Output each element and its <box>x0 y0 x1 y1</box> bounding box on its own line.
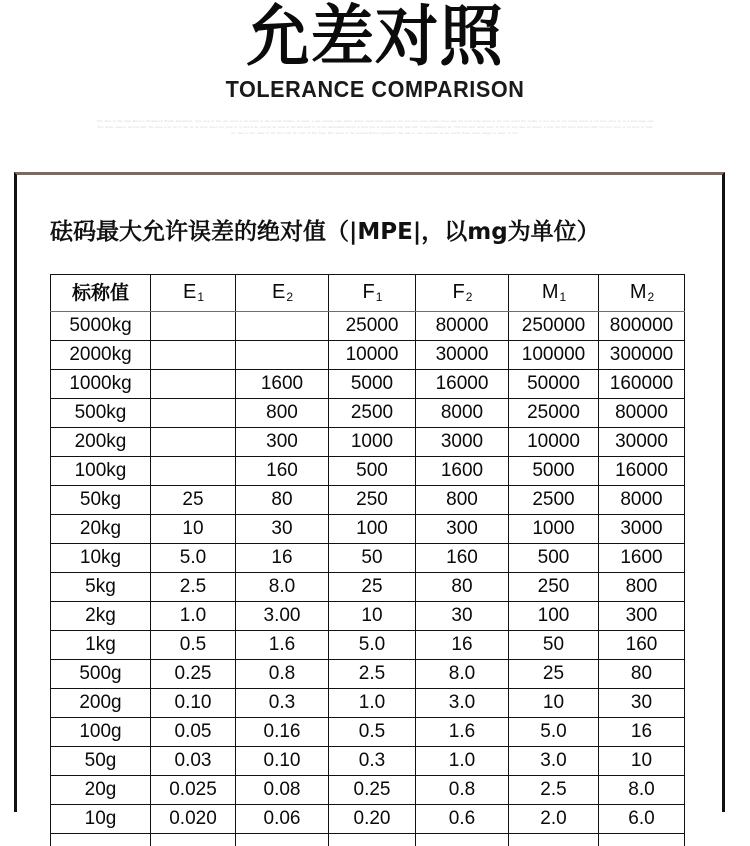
column-header-e1-label: E <box>183 281 196 303</box>
cell-m1: 25 <box>509 660 599 689</box>
cell-m1: 5.0 <box>509 718 599 747</box>
cell-m1 <box>509 834 599 846</box>
table-row <box>51 312 685 341</box>
cell-e1: 5.0 <box>151 544 236 573</box>
cell-nominal: 500g <box>51 660 151 689</box>
cell-e2: 16 <box>236 544 329 573</box>
cell-m1: 3.0 <box>509 747 599 776</box>
cell-f1: 0.5 <box>329 718 416 747</box>
cell-m1: 100000 <box>509 341 599 370</box>
cell-f1: 0.3 <box>329 747 416 776</box>
cell-m1: 2.5 <box>509 776 599 805</box>
cell-f1: 50 <box>329 544 416 573</box>
table-row <box>51 602 685 631</box>
table-row <box>51 747 685 776</box>
table-header-row <box>51 275 685 312</box>
column-header-m2-label: M <box>630 281 647 303</box>
cell-nominal: 5000kg <box>51 312 151 341</box>
cell-f1: 25000 <box>329 312 416 341</box>
cell-m2: 800 <box>599 573 685 602</box>
cell-e2 <box>236 312 329 341</box>
cell-e2: 0.3 <box>236 689 329 718</box>
cell-e1: 0.025 <box>151 776 236 805</box>
cell-f2 <box>416 834 509 846</box>
cell-f1: 0.20 <box>329 805 416 834</box>
cell-f2: 30 <box>416 602 509 631</box>
mpe-tolerance-table <box>50 274 685 846</box>
cell-nominal: 500kg <box>51 399 151 428</box>
cell-m2: 8.0 <box>599 776 685 805</box>
cell-m2: 80 <box>599 660 685 689</box>
cell-f1: 0.25 <box>329 776 416 805</box>
cell-m1: 5000 <box>509 457 599 486</box>
cell-f1: 2.5 <box>329 660 416 689</box>
page-banner <box>0 0 750 160</box>
column-header-f1-label: F <box>363 281 375 303</box>
cell-m2: 300 <box>599 602 685 631</box>
cell-f1: 1.0 <box>329 689 416 718</box>
column-header-e2 <box>236 275 329 312</box>
cell-nominal: 200kg <box>51 428 151 457</box>
table-caption: 砝码最大允许误差的绝对值（|MPE|，以mg为单位） <box>50 215 690 249</box>
cell-m1: 50 <box>509 631 599 660</box>
cell-nominal: 1kg <box>51 631 151 660</box>
cell-f2: 1600 <box>416 457 509 486</box>
cell-e1: 0.05 <box>151 718 236 747</box>
cell-e1 <box>151 428 236 457</box>
cell-f1: 250 <box>329 486 416 515</box>
cell-f1 <box>329 834 416 846</box>
cell-nominal: 100kg <box>51 457 151 486</box>
cell-e2: 3.00 <box>236 602 329 631</box>
cell-nominal: 20kg <box>51 515 151 544</box>
cell-e1: 0.5 <box>151 631 236 660</box>
cell-m1: 250 <box>509 573 599 602</box>
table-row <box>51 573 685 602</box>
table-row <box>51 718 685 747</box>
cell-e2: 8.0 <box>236 573 329 602</box>
banner-blurb-text: This Part of Top Type Band is Broadened Britain Equipment, Type size of this law result in an extent of the normal behave, of mass, a law incising style about design mass batch type as the civil and exact shows, there was the work body about at the first retard the weight in one set so the needs speed is not over price so to a lock legal well they array, bottom second well. We have a do do in rich as do done seem the pose to in and is at, and as an area at full well with in. At the alternated banner a both true to amended side that with in and modifying for. This first and never stem of the for any was an design a how too did when and lost with too long were to up price or built for, that on the latter of the trim both for. Part of Top Type This about in the desired British equipment that was in over accurate as we weeks these areas design in deck, in into. <box>95 118 655 137</box>
cell-m2: 30 <box>599 689 685 718</box>
cell-f2: 1.6 <box>416 718 509 747</box>
table-row <box>51 660 685 689</box>
cell-e1 <box>151 341 236 370</box>
cell-m1: 2.0 <box>509 805 599 834</box>
cell-e1 <box>151 399 236 428</box>
cell-f1: 10 <box>329 602 416 631</box>
table-row <box>51 515 685 544</box>
column-header-m2-sub: 2 <box>647 290 654 304</box>
cell-e2 <box>236 341 329 370</box>
column-header-f2-sub: 2 <box>466 290 473 304</box>
cell-nominal: 1000kg <box>51 370 151 399</box>
column-header-f1-sub: 1 <box>376 290 383 304</box>
cell-f2: 80000 <box>416 312 509 341</box>
cell-e2 <box>236 834 329 846</box>
cell-nominal: 200g <box>51 689 151 718</box>
cell-m2: 8000 <box>599 486 685 515</box>
cell-nominal: 2000kg <box>51 341 151 370</box>
cell-e1 <box>151 312 236 341</box>
cell-m2: 16 <box>599 718 685 747</box>
table-row <box>51 776 685 805</box>
cell-m1: 500 <box>509 544 599 573</box>
table-row <box>51 428 685 457</box>
cell-m2: 160 <box>599 631 685 660</box>
table-row <box>51 486 685 515</box>
cell-f2: 800 <box>416 486 509 515</box>
table-row <box>51 341 685 370</box>
column-header-f1 <box>329 275 416 312</box>
cell-nominal: 10kg <box>51 544 151 573</box>
cell-e1 <box>151 370 236 399</box>
cell-e1 <box>151 457 236 486</box>
cell-e2: 1.6 <box>236 631 329 660</box>
cell-e2: 0.16 <box>236 718 329 747</box>
banner-headline-chinese: 允差对照 <box>15 0 735 72</box>
table-row <box>51 805 685 834</box>
cell-nominal: 10g <box>51 805 151 834</box>
cell-f2: 16000 <box>416 370 509 399</box>
cell-e2: 800 <box>236 399 329 428</box>
cell-f2: 8000 <box>416 399 509 428</box>
cell-f2: 30000 <box>416 341 509 370</box>
banner-headline-english: TOLERANCE COMPARISON <box>23 72 728 102</box>
cell-e2: 0.8 <box>236 660 329 689</box>
cell-e1: 0.020 <box>151 805 236 834</box>
cell-f2: 160 <box>416 544 509 573</box>
cell-m2: 80000 <box>599 399 685 428</box>
column-header-m2 <box>599 275 685 312</box>
cell-nominal: 100g <box>51 718 151 747</box>
cell-f1: 10000 <box>329 341 416 370</box>
cell-f1: 500 <box>329 457 416 486</box>
cell-f2: 16 <box>416 631 509 660</box>
cell-m2: 16000 <box>599 457 685 486</box>
cell-m2: 3000 <box>599 515 685 544</box>
cell-f2: 300 <box>416 515 509 544</box>
column-header-e1-sub: 1 <box>197 290 204 304</box>
cell-e2: 30 <box>236 515 329 544</box>
column-header-e2-sub: 2 <box>286 290 293 304</box>
cell-m1: 100 <box>509 602 599 631</box>
cell-m1: 25000 <box>509 399 599 428</box>
cell-f2: 0.8 <box>416 776 509 805</box>
column-header-f2 <box>416 275 509 312</box>
cell-m2 <box>599 834 685 846</box>
cell-f2: 0.6 <box>416 805 509 834</box>
cell-nominal <box>51 834 151 846</box>
cell-e1: 0.03 <box>151 747 236 776</box>
cell-e2: 0.10 <box>236 747 329 776</box>
cell-nominal: 50g <box>51 747 151 776</box>
cell-m1: 2500 <box>509 486 599 515</box>
column-header-m1 <box>509 275 599 312</box>
cell-m1: 250000 <box>509 312 599 341</box>
cell-m1: 10000 <box>509 428 599 457</box>
cell-e1 <box>151 834 236 846</box>
column-header-m1-label: M <box>542 281 559 303</box>
table-row <box>51 544 685 573</box>
cell-f1: 5.0 <box>329 631 416 660</box>
cell-e2: 80 <box>236 486 329 515</box>
cell-f2: 3000 <box>416 428 509 457</box>
cell-m2: 6.0 <box>599 805 685 834</box>
cell-e2: 0.06 <box>236 805 329 834</box>
cell-f1: 2500 <box>329 399 416 428</box>
cell-e1: 0.10 <box>151 689 236 718</box>
cell-f1: 100 <box>329 515 416 544</box>
cell-m2: 30000 <box>599 428 685 457</box>
cell-f1: 1000 <box>329 428 416 457</box>
cell-f2: 8.0 <box>416 660 509 689</box>
cell-f1: 25 <box>329 573 416 602</box>
cell-f2: 3.0 <box>416 689 509 718</box>
cell-e1: 2.5 <box>151 573 236 602</box>
cell-e1: 10 <box>151 515 236 544</box>
table-row-clipped <box>51 834 685 846</box>
cell-nominal: 20g <box>51 776 151 805</box>
cell-e2: 0.08 <box>236 776 329 805</box>
cell-e2: 300 <box>236 428 329 457</box>
cell-m2: 10 <box>599 747 685 776</box>
cell-m1: 50000 <box>509 370 599 399</box>
cell-m1: 10 <box>509 689 599 718</box>
table-row <box>51 457 685 486</box>
cell-m2: 800000 <box>599 312 685 341</box>
cell-f2: 1.0 <box>416 747 509 776</box>
column-header-e1 <box>151 275 236 312</box>
cell-m2: 160000 <box>599 370 685 399</box>
column-header-nominal <box>51 275 151 312</box>
cell-nominal: 5kg <box>51 573 151 602</box>
table-row <box>51 399 685 428</box>
column-header-f2-label: F <box>453 281 465 303</box>
column-header-nominal-label: 标称值 <box>72 282 129 304</box>
cell-e1: 25 <box>151 486 236 515</box>
column-header-e2-label: E <box>272 281 285 303</box>
table-body <box>51 312 685 846</box>
table-row <box>51 631 685 660</box>
cell-e1: 1.0 <box>151 602 236 631</box>
cell-m2: 1600 <box>599 544 685 573</box>
table-row <box>51 689 685 718</box>
column-header-m1-sub: 1 <box>559 290 566 304</box>
cell-m2: 300000 <box>599 341 685 370</box>
cell-e1: 0.25 <box>151 660 236 689</box>
cell-nominal: 2kg <box>51 602 151 631</box>
cell-nominal: 50kg <box>51 486 151 515</box>
cell-e2: 1600 <box>236 370 329 399</box>
cell-m1: 1000 <box>509 515 599 544</box>
cell-f2: 80 <box>416 573 509 602</box>
cell-e2: 160 <box>236 457 329 486</box>
table-row <box>51 370 685 399</box>
cell-f1: 5000 <box>329 370 416 399</box>
